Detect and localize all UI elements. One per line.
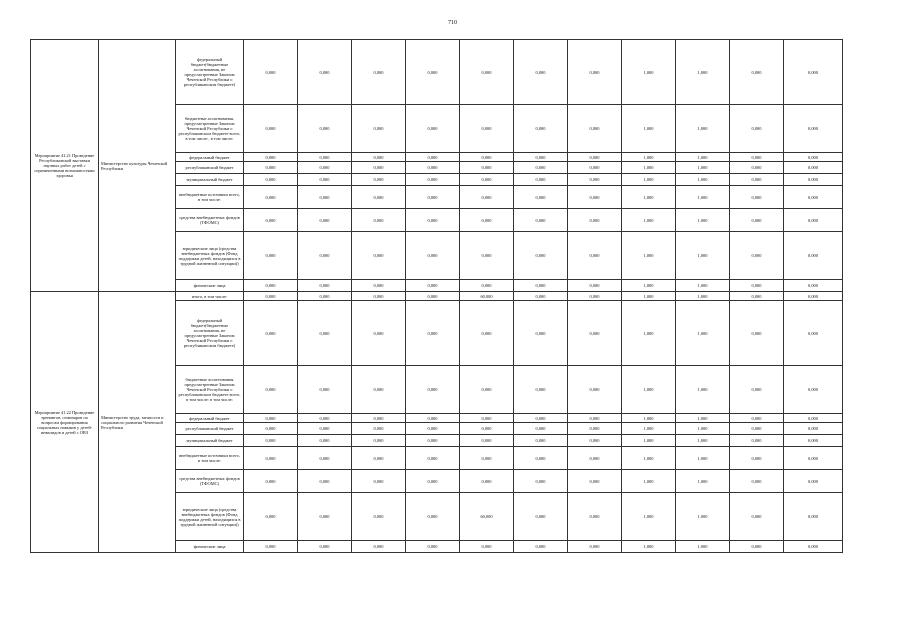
value-cell: 0,000 [298, 493, 352, 541]
value-cell: 1,000 [622, 470, 676, 493]
value-cell: 0,000 [352, 470, 406, 493]
value-cell: 0,000 [730, 301, 784, 366]
value-cell: 1,000 [676, 186, 730, 209]
value-cell: 0,000 [352, 301, 406, 366]
funding-source-cell: федеральный бюджет(бюджетные ассигнования, не предусмотренные Законом Чеченской Республики о республиканском бюджете) [176, 301, 244, 366]
value-cell: 0,000 [568, 40, 622, 105]
value-cell: 0,000 [352, 447, 406, 470]
value-cell: 0,000 [514, 414, 568, 423]
value-cell: 0,000 [352, 209, 406, 232]
value-cell: 0,000 [568, 280, 622, 292]
funding-source-cell: республиканский бюджет [176, 423, 244, 435]
table-row [31, 40, 843, 105]
value-cell: 0,000 [514, 174, 568, 186]
value-cell: 0,000 [730, 447, 784, 470]
value-cell: 0,000 [352, 186, 406, 209]
value-cell: 0,000 [730, 40, 784, 105]
funding-source-cell: физические лица [176, 280, 244, 292]
value-cell: 0,000 [406, 280, 460, 292]
value-cell: 0,000 [460, 414, 514, 423]
value-cell: 0,000 [352, 174, 406, 186]
value-cell: 0,000 [514, 493, 568, 541]
value-cell: 1,000 [676, 162, 730, 174]
funding-source-cell: средства внебюджетных фондов (ТФОМС) [176, 470, 244, 493]
funding-source-cell: бюджетные ассигнования предусмотренные Законом Чеченской Республики о республиканском бюджете всего, в том числе: в том числе: [176, 366, 244, 414]
value-cell: 0,000 [406, 470, 460, 493]
value-cell: 1,000 [622, 162, 676, 174]
value-cell: 0,000 [784, 232, 843, 280]
value-cell: 0,000 [784, 174, 843, 186]
measure-cell: Мероприятие 41.22 Проведение тренингов, семинаров по вопросам формирования социальных навыков у детей-инвалидов и детей с ОВЗ [31, 292, 99, 553]
value-cell: 0,000 [406, 447, 460, 470]
value-cell: 0,000 [460, 366, 514, 414]
value-cell: 0,000 [298, 280, 352, 292]
value-cell: 0,000 [406, 435, 460, 447]
value-cell: 0,000 [514, 186, 568, 209]
value-cell: 0,000 [298, 186, 352, 209]
value-cell: 0,000 [298, 232, 352, 280]
value-cell: 0,000 [298, 470, 352, 493]
value-cell: 0,000 [460, 153, 514, 162]
value-cell: 0,000 [730, 541, 784, 553]
funding-source-cell: внебюджетные источники всего, в том числе: [176, 186, 244, 209]
value-cell: 0,000 [784, 186, 843, 209]
value-cell: 0,000 [568, 209, 622, 232]
value-cell: 0,000 [244, 493, 298, 541]
value-cell: 0,000 [406, 414, 460, 423]
funding-source-cell: муниципальный бюджет [176, 435, 244, 447]
value-cell: 1,000 [676, 40, 730, 105]
value-cell: 1,000 [622, 105, 676, 153]
value-cell: 0,000 [460, 301, 514, 366]
value-cell: 0,000 [514, 470, 568, 493]
value-cell: 0,000 [730, 435, 784, 447]
value-cell: 0,000 [352, 153, 406, 162]
value-cell: 0,000 [784, 209, 843, 232]
value-cell: 0,000 [460, 105, 514, 153]
value-cell: 0,000 [298, 162, 352, 174]
value-cell: 0,000 [244, 447, 298, 470]
value-cell: 0,000 [298, 435, 352, 447]
value-cell: 0,000 [568, 493, 622, 541]
value-cell: 0,000 [460, 280, 514, 292]
value-cell: 0,000 [244, 435, 298, 447]
value-cell: 0,000 [244, 174, 298, 186]
value-cell: 0,000 [568, 292, 622, 301]
executor-cell: Министерство культуры Чеченской Республики [99, 40, 176, 292]
value-cell: 0,000 [460, 186, 514, 209]
value-cell: 0,000 [244, 541, 298, 553]
value-cell: 0,000 [352, 280, 406, 292]
value-cell: 1,000 [622, 232, 676, 280]
value-cell: 1,000 [676, 280, 730, 292]
value-cell: 0,000 [568, 414, 622, 423]
value-cell: 0,000 [298, 541, 352, 553]
measure-cell: Мероприятие 41.21 Проведение Республиканской выставки научных работ детей с ограниченными возможностями здоровья [31, 40, 99, 292]
value-cell: 0,000 [406, 423, 460, 435]
value-cell: 0,000 [406, 292, 460, 301]
value-cell: 1,000 [622, 301, 676, 366]
value-cell: 1,000 [676, 541, 730, 553]
value-cell: 1,000 [676, 153, 730, 162]
value-cell: 0,000 [244, 366, 298, 414]
value-cell: 1,000 [622, 541, 676, 553]
value-cell: 0,000 [406, 209, 460, 232]
value-cell: 0,000 [730, 366, 784, 414]
funding-source-cell: федеральный бюджет [176, 153, 244, 162]
value-cell: 0,000 [406, 232, 460, 280]
value-cell: 0,000 [514, 105, 568, 153]
value-cell: 0,000 [730, 470, 784, 493]
value-cell: 1,000 [622, 423, 676, 435]
value-cell: 0,000 [298, 40, 352, 105]
funding-source-cell: юридические лица (средства внебюджетных фондов (Фонд поддержки детей, находящихся в трудной жизненной ситуации)) [176, 493, 244, 541]
value-cell: 0,000 [244, 292, 298, 301]
value-cell: 0,000 [298, 366, 352, 414]
value-cell: 0,000 [406, 366, 460, 414]
value-cell: 0,000 [730, 414, 784, 423]
value-cell: 0,000 [730, 105, 784, 153]
value-cell: 1,000 [676, 435, 730, 447]
value-cell: 0,000 [784, 414, 843, 423]
value-cell: 60,000 [460, 493, 514, 541]
value-cell: 0,000 [460, 232, 514, 280]
value-cell: 1,000 [622, 435, 676, 447]
value-cell: 0,000 [460, 209, 514, 232]
value-cell: 0,000 [298, 209, 352, 232]
value-cell: 1,000 [676, 493, 730, 541]
value-cell: 0,000 [406, 153, 460, 162]
funding-source-cell: муниципальный бюджет [176, 174, 244, 186]
value-cell: 0,000 [244, 162, 298, 174]
value-cell: 1,000 [676, 366, 730, 414]
value-cell: 0,000 [244, 414, 298, 423]
value-cell: 1,000 [676, 470, 730, 493]
value-cell: 0,000 [352, 40, 406, 105]
value-cell: 0,000 [784, 366, 843, 414]
value-cell: 1,000 [622, 174, 676, 186]
value-cell: 1,000 [622, 366, 676, 414]
funding-source-cell: федеральный бюджет(бюджетные ассигнования, не предусмотренные Законом Чеченской Республики о республиканском бюджете) [176, 40, 244, 105]
value-cell: 0,000 [514, 40, 568, 105]
value-cell: 0,000 [568, 186, 622, 209]
value-cell: 0,000 [514, 541, 568, 553]
value-cell: 0,000 [460, 541, 514, 553]
value-cell: 0,000 [784, 301, 843, 366]
value-cell: 0,000 [514, 435, 568, 447]
value-cell: 0,000 [784, 162, 843, 174]
value-cell: 0,000 [460, 470, 514, 493]
value-cell: 0,000 [352, 366, 406, 414]
value-cell: 0,000 [568, 541, 622, 553]
value-cell: 0,000 [568, 232, 622, 280]
value-cell: 0,000 [514, 447, 568, 470]
value-cell: 0,000 [568, 301, 622, 366]
value-cell: 1,000 [622, 209, 676, 232]
value-cell: 0,000 [568, 153, 622, 162]
value-cell: 0,000 [244, 153, 298, 162]
value-cell: 0,000 [244, 209, 298, 232]
value-cell: 1,000 [622, 493, 676, 541]
value-cell: 0,000 [406, 105, 460, 153]
value-cell: 0,000 [730, 209, 784, 232]
value-cell: 0,000 [352, 493, 406, 541]
budget-table [30, 39, 843, 553]
value-cell: 0,000 [784, 447, 843, 470]
value-cell: 0,000 [244, 301, 298, 366]
value-cell: 0,000 [568, 162, 622, 174]
value-cell: 0,000 [244, 40, 298, 105]
value-cell: 0,000 [730, 174, 784, 186]
value-cell: 0,000 [784, 435, 843, 447]
value-cell: 60,000 [460, 292, 514, 301]
value-cell: 0,000 [406, 174, 460, 186]
value-cell: 0,000 [568, 366, 622, 414]
value-cell: 1,000 [622, 447, 676, 470]
value-cell: 0,000 [298, 414, 352, 423]
value-cell: 1,000 [676, 423, 730, 435]
value-cell: 1,000 [622, 40, 676, 105]
funding-source-cell: юридические лица (средства внебюджетных фондов (Фонд поддержки детей, находящихся в трудной жизненной ситуации)) [176, 232, 244, 280]
value-cell: 1,000 [676, 174, 730, 186]
value-cell: 1,000 [622, 153, 676, 162]
value-cell: 0,000 [352, 292, 406, 301]
value-cell: 0,000 [568, 435, 622, 447]
value-cell: 1,000 [622, 280, 676, 292]
value-cell: 0,000 [568, 447, 622, 470]
value-cell: 0,000 [514, 162, 568, 174]
value-cell: 0,000 [730, 423, 784, 435]
value-cell: 1,000 [676, 105, 730, 153]
page-number: 710 [448, 20, 457, 26]
executor-cell: Министерство труда, занятости и социального развития Чеченской Республики [99, 292, 176, 553]
value-cell: 1,000 [676, 301, 730, 366]
value-cell: 0,000 [784, 493, 843, 541]
value-cell: 0,000 [514, 232, 568, 280]
value-cell: 0,000 [460, 423, 514, 435]
value-cell: 0,000 [406, 541, 460, 553]
value-cell: 0,000 [784, 105, 843, 153]
funding-source-cell: итого, в том числе: [176, 292, 244, 301]
value-cell: 1,000 [676, 414, 730, 423]
value-cell: 0,000 [460, 40, 514, 105]
value-cell: 1,000 [622, 292, 676, 301]
value-cell: 0,000 [406, 301, 460, 366]
value-cell: 0,000 [244, 423, 298, 435]
value-cell: 0,000 [730, 292, 784, 301]
value-cell: 0,000 [244, 105, 298, 153]
value-cell: 0,000 [514, 292, 568, 301]
value-cell: 1,000 [676, 232, 730, 280]
value-cell: 0,000 [730, 153, 784, 162]
value-cell: 1,000 [622, 186, 676, 209]
value-cell: 0,000 [406, 493, 460, 541]
value-cell: 0,000 [352, 541, 406, 553]
value-cell: 0,000 [352, 414, 406, 423]
value-cell: 0,000 [406, 162, 460, 174]
value-cell: 0,000 [784, 423, 843, 435]
value-cell: 0,000 [568, 423, 622, 435]
value-cell: 0,000 [730, 186, 784, 209]
value-cell: 0,000 [298, 105, 352, 153]
funding-source-cell: средства внебюджетных фондов (ТФОМС) [176, 209, 244, 232]
value-cell: 0,000 [784, 153, 843, 162]
value-cell: 0,000 [784, 40, 843, 105]
funding-source-cell: федеральный бюджет [176, 414, 244, 423]
value-cell: 0,000 [298, 153, 352, 162]
value-cell: 0,000 [406, 40, 460, 105]
value-cell: 0,000 [568, 105, 622, 153]
funding-source-cell: физические лица [176, 541, 244, 553]
value-cell: 0,000 [514, 423, 568, 435]
value-cell: 0,000 [298, 447, 352, 470]
value-cell: 0,000 [784, 470, 843, 493]
value-cell: 0,000 [244, 186, 298, 209]
value-cell: 0,000 [568, 174, 622, 186]
value-cell: 0,000 [730, 162, 784, 174]
value-cell: 0,000 [460, 162, 514, 174]
value-cell: 0,000 [244, 232, 298, 280]
value-cell: 1,000 [676, 292, 730, 301]
funding-source-cell: бюджетные ассигнования, предусмотренные Законом Чеченской Республики о республиканском бюджете всего, в том числе:, в том числе: [176, 105, 244, 153]
value-cell: 0,000 [352, 105, 406, 153]
value-cell: 0,000 [406, 186, 460, 209]
value-cell: 0,000 [514, 366, 568, 414]
value-cell: 0,000 [298, 292, 352, 301]
value-cell: 0,000 [514, 153, 568, 162]
value-cell: 0,000 [514, 301, 568, 366]
value-cell: 0,000 [730, 280, 784, 292]
value-cell: 0,000 [730, 232, 784, 280]
funding-source-cell: республиканский бюджет [176, 162, 244, 174]
value-cell: 0,000 [514, 209, 568, 232]
value-cell: 0,000 [784, 292, 843, 301]
table-row [31, 292, 843, 301]
value-cell: 0,000 [460, 174, 514, 186]
value-cell: 1,000 [676, 447, 730, 470]
value-cell: 0,000 [244, 280, 298, 292]
value-cell: 0,000 [460, 447, 514, 470]
value-cell: 0,000 [298, 174, 352, 186]
value-cell: 0,000 [298, 423, 352, 435]
value-cell: 1,000 [676, 209, 730, 232]
value-cell: 0,000 [298, 301, 352, 366]
value-cell: 0,000 [352, 435, 406, 447]
value-cell: 0,000 [244, 470, 298, 493]
value-cell: 1,000 [622, 414, 676, 423]
value-cell: 0,000 [352, 162, 406, 174]
value-cell: 0,000 [784, 541, 843, 553]
value-cell: 0,000 [352, 423, 406, 435]
value-cell: 0,000 [730, 493, 784, 541]
funding-source-cell: внебюджетные источники всего, в том числе: [176, 447, 244, 470]
value-cell: 0,000 [460, 435, 514, 447]
value-cell: 0,000 [568, 470, 622, 493]
value-cell: 0,000 [352, 232, 406, 280]
value-cell: 0,000 [514, 280, 568, 292]
value-cell: 0,000 [784, 280, 843, 292]
